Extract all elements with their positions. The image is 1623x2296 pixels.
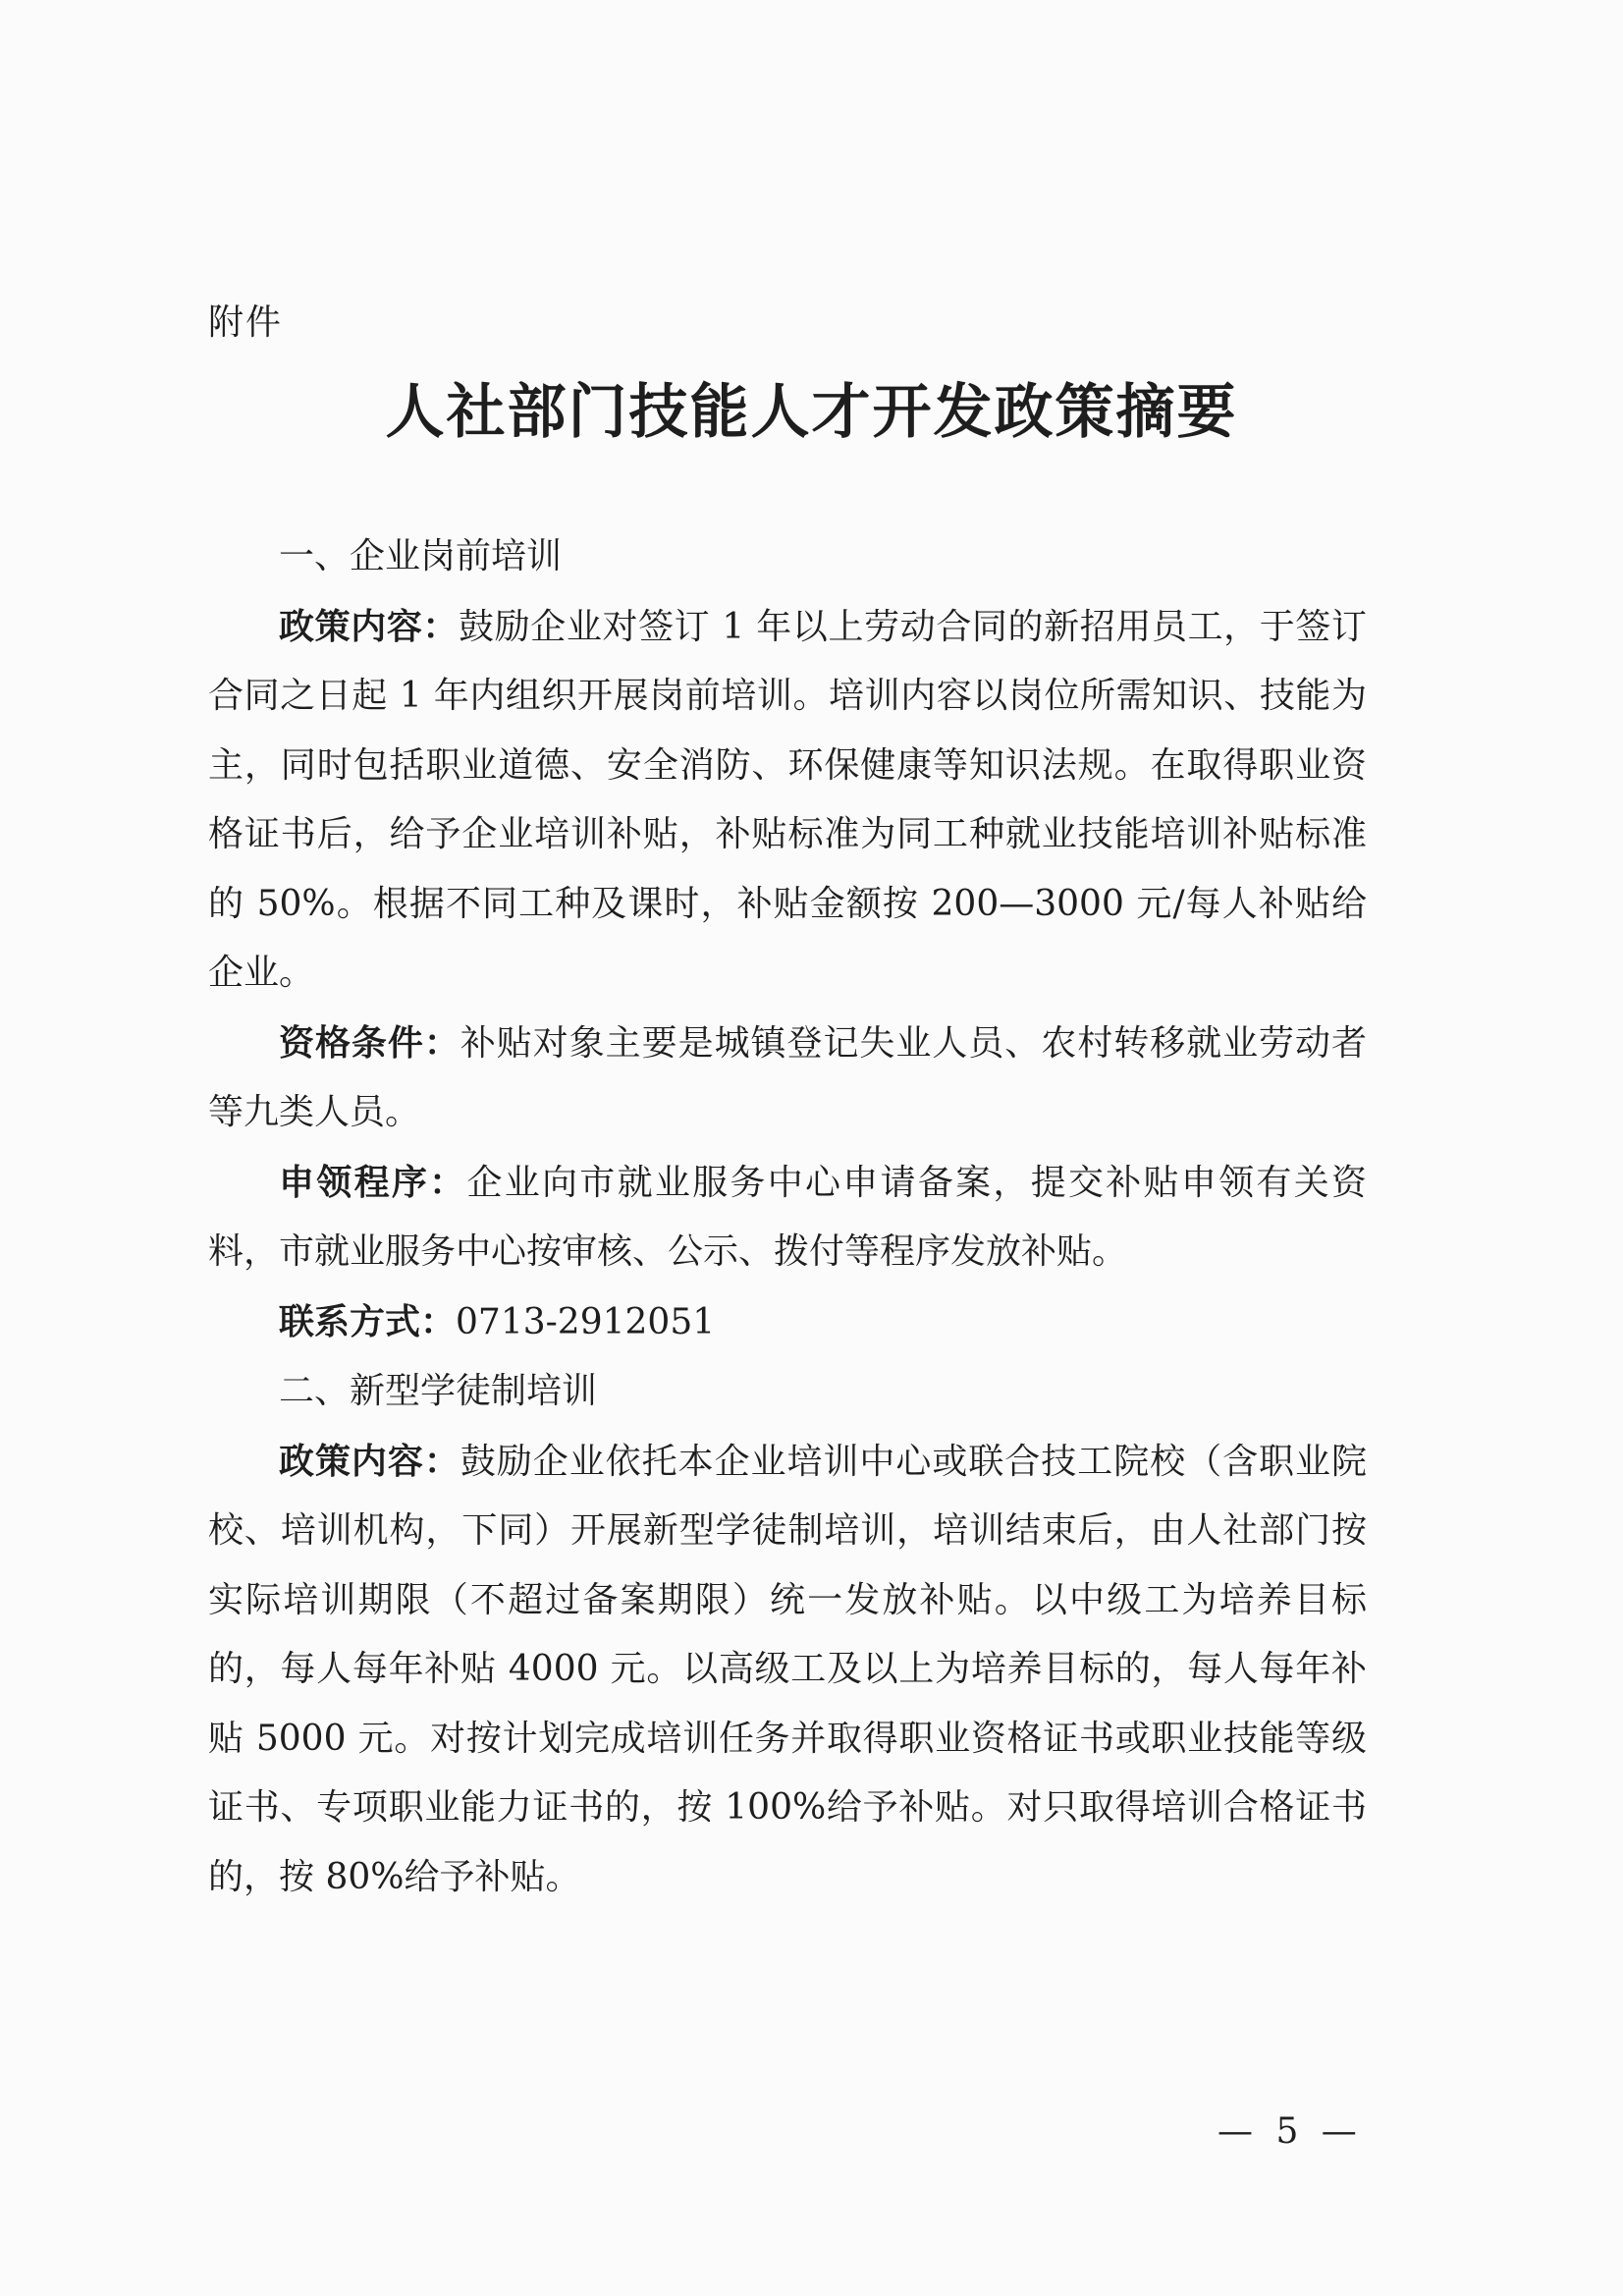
policy-paragraph-1 [208,592,1367,1009]
section-heading-2: 二、新型学徒制培训 [279,1371,598,1411]
eligibility-text: 补贴对象主要是城镇登记失业人员、农村转移就业劳动者等九类人员。 [208,1022,1367,1132]
procedure-label: 申领程序： [279,1161,467,1203]
procedure-paragraph-1 [208,1148,1367,1287]
policy-label: 政策内容： [279,1440,460,1482]
policy-paragraph-2 [208,1427,1367,1913]
page-number: — 5 — [1217,2111,1363,2152]
eligibility-label: 资格条件： [279,1021,460,1064]
contact-paragraph-1 [208,1287,1367,1358]
document-title: 人社部门技能人才开发政策摘要 [385,378,1238,447]
procedure-text: 企业向市就业服务中心申请备案，提交补贴申领有关资料，市就业服务中心按审核、公示、拨付等程序发放补贴。 [208,1162,1367,1272]
policy-text: 鼓励企业依托本企业培训中心或联合技工院校（含职业院校、培训机构，下同）开展新型学徒制培训，培训结束后，由人社部门按实际培训期限（不超过备案期限）统一发放补贴。以中级工为培养目标的，每人每年补贴 4000 元。以高级工及以上为培养目标的，每人每年补贴 5000 元。对按计划完成培训任务并取得职业资格证书或职业技能等级证书、专项职业能力证书的，按 100%给予补贴。对只取得培训合格证书的，按 80%给予补贴。 [208,1441,1367,1897]
eligibility-paragraph-1 [208,1009,1367,1148]
section-heading-1: 一、企业岗前培训 [279,536,563,576]
policy-label: 政策内容： [279,605,460,647]
contact-phone: 0713-2912051 [456,1301,716,1342]
policy-text: 鼓励企业对签订 1 年以上劳动合同的新招用员工，于签订合同之日起 1 年内组织开展岗前培训。培训内容以岗位所需知识、技能为主，同时包括职业道德、安全消防、环保健康等知识法规。在取得职业资格证书后，给予企业培训补贴，补贴标准为同工种就业技能培训补贴标准的 50%。根据不同工种及课时，补贴金额按 200—3000 元/每人补贴给企业。 [208,606,1367,993]
attachment-label: 附件 [208,302,284,343]
contact-label: 联系方式： [279,1300,457,1342]
document-body [208,522,1367,1912]
